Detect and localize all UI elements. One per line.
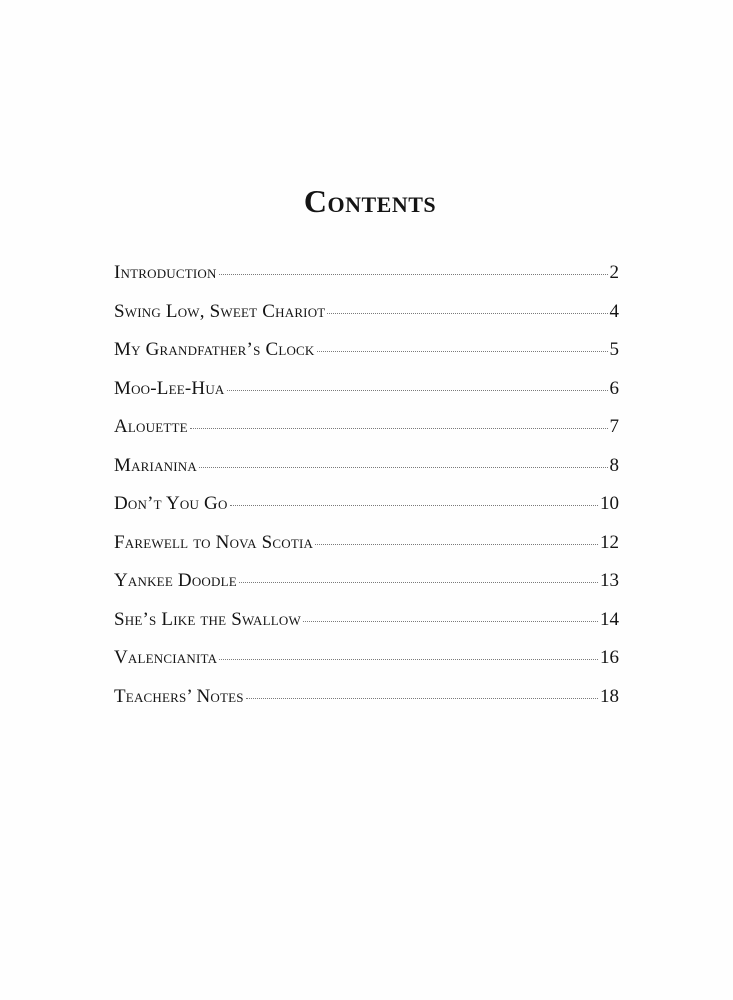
toc-entry-page: 8 — [609, 454, 619, 476]
toc-entry-page: 2 — [609, 262, 619, 283]
toc-entry — [114, 262, 619, 301]
dot-leader — [246, 698, 598, 699]
dot-leader — [190, 428, 608, 429]
toc-entry — [114, 609, 619, 648]
toc-entry-title: My Grandfather’s Clock — [114, 339, 315, 360]
dot-leader — [327, 313, 607, 314]
toc-entry — [114, 416, 619, 455]
toc-entry — [114, 339, 619, 378]
dot-leader — [239, 582, 598, 583]
toc-entry — [114, 532, 619, 571]
toc-entry-title: Teachers’ Notes — [114, 685, 244, 707]
toc-entry — [114, 455, 619, 494]
toc-entry-page: 4 — [609, 300, 619, 322]
toc-entry — [114, 301, 619, 340]
toc-entry — [114, 378, 619, 417]
dot-leader — [303, 621, 598, 622]
dot-leader — [219, 659, 598, 660]
toc-entry — [114, 570, 619, 609]
toc-entry-title: Yankee Doodle — [114, 570, 237, 591]
toc-entry-page: 13 — [600, 570, 619, 591]
dot-leader — [317, 351, 608, 352]
toc-entry — [114, 686, 619, 725]
toc-entry-page: 14 — [600, 608, 619, 630]
dot-leader — [219, 274, 608, 275]
toc-entry-title: Moo-Lee-Hua — [114, 377, 225, 399]
dot-leader — [199, 467, 608, 468]
toc-entry-page: 18 — [600, 685, 619, 707]
dot-leader — [315, 544, 598, 545]
toc-entry-title: Swing Low, Sweet Chariot — [114, 300, 326, 322]
toc-entry-title: Valencianita — [114, 647, 218, 668]
toc-entry — [114, 647, 619, 686]
toc-entry-page: 6 — [609, 377, 619, 399]
toc-entry-title: She’s Like the Swallow — [114, 608, 301, 630]
toc-entry-page: 7 — [609, 416, 619, 437]
toc-entry — [114, 493, 619, 532]
toc-entry-title: Marianina — [114, 454, 197, 476]
toc-entry-title: Alouette — [114, 416, 188, 437]
table-of-contents — [114, 262, 619, 724]
page-title: Contents — [303, 183, 437, 219]
toc-entry-page: 5 — [609, 339, 619, 360]
toc-entry-page: 10 — [600, 493, 619, 514]
toc-entry-page: 12 — [600, 531, 619, 553]
dot-leader — [227, 390, 608, 391]
dot-leader — [230, 505, 598, 506]
toc-entry-page: 16 — [600, 647, 619, 668]
toc-entry-title: Introduction — [114, 262, 217, 283]
toc-entry-title: Don’t You Go — [114, 493, 228, 514]
toc-entry-title: Farewell to Nova Scotia — [114, 531, 314, 553]
